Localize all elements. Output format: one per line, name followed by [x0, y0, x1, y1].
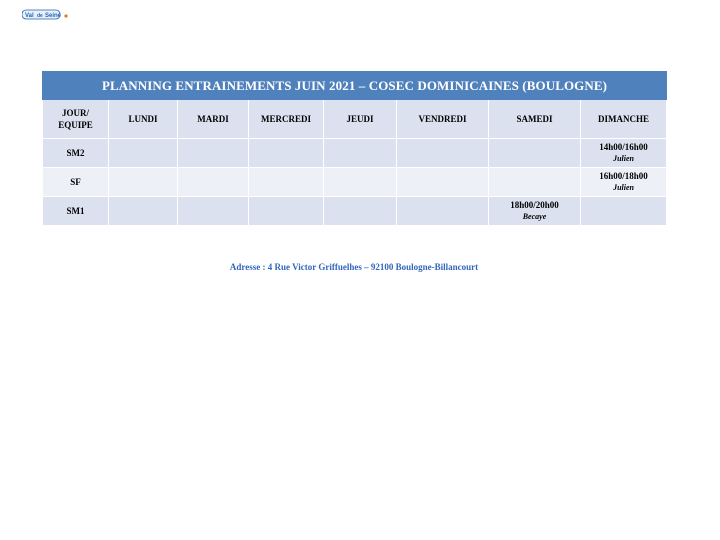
schedule-cell: [109, 139, 178, 168]
coach-name: Becaye: [522, 212, 547, 221]
table-row: [43, 197, 667, 226]
schedule-cell: [397, 139, 489, 168]
schedule-cell: [249, 168, 324, 197]
day-header-samedi: SAMEDI: [489, 100, 581, 139]
schedule-cell: [178, 197, 249, 226]
schedule-cell: [489, 197, 581, 226]
team-name: SM1: [43, 197, 109, 226]
day-header-mardi: MARDI: [178, 100, 249, 139]
schedule-cell: [324, 168, 397, 197]
day-header-mercredi: MERCREDI: [249, 100, 324, 139]
schedule-cell: [581, 168, 667, 197]
venue-address: Adresse : 4 Rue Victor Griffuelhes – 92100 Boulogne-Billancourt: [229, 262, 479, 272]
club-logo: [22, 8, 70, 22]
svg-text:Seine: Seine: [45, 13, 62, 19]
schedule-cell: [109, 168, 178, 197]
schedule-cell: [109, 197, 178, 226]
coach-name: Julien: [613, 183, 634, 192]
day-header-lundi: LUNDI: [109, 100, 178, 139]
schedule-cell: [324, 197, 397, 226]
table-row: [43, 139, 667, 168]
team-name: SM2: [43, 139, 109, 168]
table-row: [43, 168, 667, 197]
corner-header-team: EQUIPE: [58, 120, 93, 130]
schedule-cell: [178, 139, 249, 168]
session-time: 18h00/20h00: [510, 200, 559, 210]
svg-text:Val: Val: [25, 13, 34, 19]
svg-text:de: de: [37, 13, 43, 19]
day-header-dimanche: DIMANCHE: [581, 100, 667, 139]
schedule-cell: [324, 139, 397, 168]
coach-name: Julien: [613, 154, 634, 163]
schedule-cell: [581, 139, 667, 168]
corner-header-day: JOUR/: [62, 108, 89, 118]
training-schedule-table: [42, 71, 667, 226]
schedule-cell: [249, 197, 324, 226]
schedule-cell: [397, 197, 489, 226]
day-header-jeudi: JEUDI: [324, 100, 397, 139]
schedule-title: PLANNING ENTRAINEMENTS JUIN 2021 – COSEC DOMINICAINES (BOULOGNE): [43, 72, 667, 100]
schedule-cell: [397, 168, 489, 197]
corner-header: [43, 100, 109, 139]
schedule-cell: [581, 197, 667, 226]
schedule-cell: [489, 168, 581, 197]
team-name: SF: [43, 168, 109, 197]
session-time: 14h00/16h00: [599, 142, 648, 152]
schedule-cell: [249, 139, 324, 168]
schedule-cell: [178, 168, 249, 197]
day-header-vendredi: VENDREDI: [397, 100, 489, 139]
session-time: 16h00/18h00: [599, 171, 648, 181]
schedule-cell: [489, 139, 581, 168]
